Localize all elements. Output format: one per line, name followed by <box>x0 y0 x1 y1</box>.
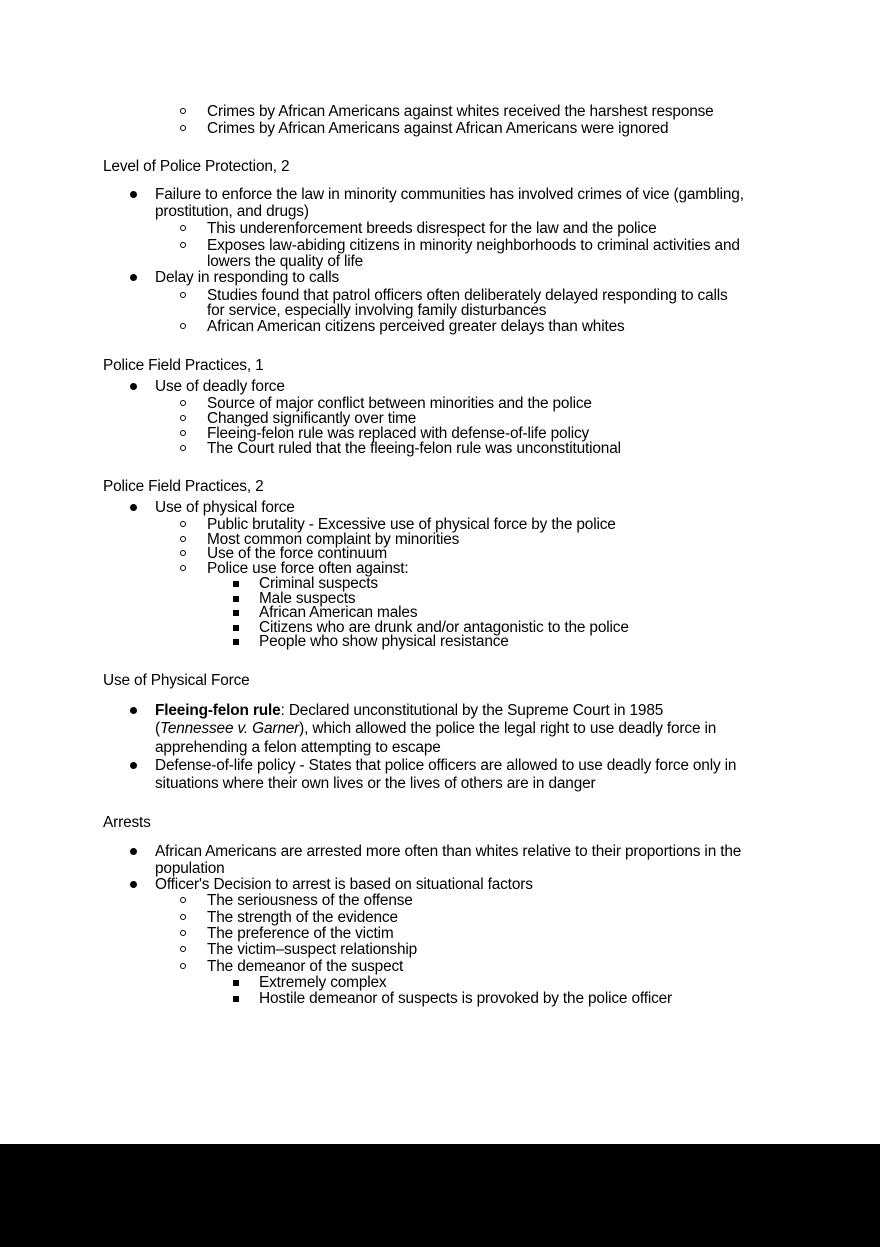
list-item-text <box>155 775 596 792</box>
list-item-text <box>155 860 225 877</box>
list-item-text <box>155 702 663 719</box>
list-item-text <box>155 499 295 516</box>
filled-circle-bullet-icon <box>130 707 137 714</box>
line-text: lowers the quality of life <box>207 253 364 270</box>
line-text: Criminal suspects <box>259 575 378 592</box>
line-text: Officer's Decision to arrest is based on situational factors <box>155 876 533 893</box>
line-text: Public brutality - Excessive use of physical force by the police <box>207 516 616 533</box>
square-bullet-icon <box>233 639 239 645</box>
line-text: Changed significantly over time <box>207 410 417 427</box>
section-heading <box>103 478 263 495</box>
list-item-text <box>155 757 736 774</box>
line-text: The preference of the victim <box>207 925 394 942</box>
hollow-circle-bullet-icon <box>180 242 186 248</box>
line-text: ), which allowed the police the legal right to use deadly force in <box>299 720 717 737</box>
line-text: : Declared unconstitutional by the Supreme Court in 1985 <box>280 702 664 719</box>
hollow-circle-bullet-icon <box>180 946 186 952</box>
list-item-text <box>207 220 657 237</box>
hollow-circle-bullet-icon <box>180 445 186 451</box>
square-bullet-icon <box>233 610 239 616</box>
line-text: Failure to enforce the law in minority communities has involved crimes of vice (gambling, <box>155 186 744 203</box>
line-text: Most common complaint by minorities <box>207 531 460 548</box>
line-text: African American males <box>259 604 418 621</box>
list-item-text <box>155 186 744 203</box>
line-text: The victim–suspect relationship <box>207 941 418 958</box>
square-bullet-icon <box>233 596 239 602</box>
hollow-circle-bullet-icon <box>180 125 186 131</box>
hollow-circle-bullet-icon <box>180 430 186 436</box>
line-text: Defense-of-life policy - States that police officers are allowed to use deadly force only in <box>155 757 737 774</box>
square-bullet-icon <box>233 980 239 986</box>
line-text: Source of major conflict between minorities and the police <box>207 395 592 412</box>
list-item-text <box>155 876 533 893</box>
hollow-circle-bullet-icon <box>180 292 186 298</box>
line-text: Extremely complex <box>259 974 387 991</box>
line-text: Use of physical force <box>155 499 295 516</box>
line-text: Use of Physical Force <box>103 672 250 689</box>
line-text: Arrests <box>103 814 151 831</box>
line-text: The demeanor of the suspect <box>207 958 404 975</box>
line-text: Use of the force continuum <box>207 545 388 562</box>
list-item-text <box>155 739 441 756</box>
bottom-black-bar <box>0 1144 880 1247</box>
hollow-circle-bullet-icon <box>180 415 186 421</box>
square-bullet-icon <box>233 581 239 587</box>
case-citation: Tennessee v. Garner <box>159 720 300 737</box>
list-item-text <box>207 892 413 909</box>
list-item-text <box>207 909 398 926</box>
filled-circle-bullet-icon <box>130 274 137 281</box>
line-text: Fleeing-felon rule was replaced with defense-of-life policy <box>207 425 590 442</box>
list-item-text <box>155 843 741 860</box>
line-text: Exposes law-abiding citizens in minority neighborhoods to criminal activities and <box>207 237 740 254</box>
list-item-text <box>259 633 509 650</box>
list-item-text <box>207 103 714 120</box>
hollow-circle-bullet-icon <box>180 400 186 406</box>
list-item-text <box>207 318 625 335</box>
list-item-text <box>155 203 309 220</box>
line-text: The Court ruled that the fleeing-felon rule was unconstitutional <box>207 440 621 457</box>
bold-term: Fleeing-felon rule <box>155 702 281 719</box>
list-item-text <box>155 269 339 286</box>
hollow-circle-bullet-icon <box>180 550 186 556</box>
section-heading <box>103 158 289 175</box>
section-heading <box>103 357 263 374</box>
hollow-circle-bullet-icon <box>180 225 186 231</box>
line-text: Police use force often against: <box>207 560 409 577</box>
filled-circle-bullet-icon <box>130 504 137 511</box>
line-text: The strength of the evidence <box>207 909 398 926</box>
line-text: situations where their own lives or the lives of others are in danger <box>155 775 596 792</box>
line-text: This underenforcement breeds disrespect for the law and the police <box>207 220 657 237</box>
line-text: Police Field Practices, 1 <box>103 357 264 374</box>
list-item-text <box>207 941 417 958</box>
line-text: Crimes by African Americans against African Americans were ignored <box>207 120 669 137</box>
line-text: African Americans are arrested more often than whites relative to their proportions in the <box>155 843 742 860</box>
section-heading <box>103 814 151 831</box>
hollow-circle-bullet-icon <box>180 914 186 920</box>
line-text: apprehending a felon attempting to escape <box>155 739 441 756</box>
list-item-text <box>207 302 546 319</box>
filled-circle-bullet-icon <box>130 881 137 888</box>
line-text: Crimes by African Americans against whites received the harshest response <box>207 103 714 120</box>
paren-open: ( <box>155 720 160 737</box>
hollow-circle-bullet-icon <box>180 565 186 571</box>
hollow-circle-bullet-icon <box>180 930 186 936</box>
line-text: prostitution, and drugs) <box>155 203 309 220</box>
line-text: Delay in responding to calls <box>155 269 340 286</box>
list-item-text <box>207 440 621 457</box>
hollow-circle-bullet-icon <box>180 521 186 527</box>
line-text: Hostile demeanor of suspects is provoked by the police officer <box>259 990 673 1007</box>
square-bullet-icon <box>233 625 239 631</box>
list-item-text <box>259 974 386 991</box>
line-text: for service, especially involving family disturbances <box>207 302 547 319</box>
line-text: Use of deadly force <box>155 378 285 395</box>
filled-circle-bullet-icon <box>130 762 137 769</box>
hollow-circle-bullet-icon <box>180 897 186 903</box>
hollow-circle-bullet-icon <box>180 108 186 114</box>
filled-circle-bullet-icon <box>130 191 137 198</box>
line-text: Studies found that patrol officers often deliberately delayed responding to calls <box>207 287 728 304</box>
list-item-text <box>207 958 403 975</box>
line-text: population <box>155 860 225 877</box>
square-bullet-icon <box>233 996 239 1002</box>
list-item-text <box>207 253 363 270</box>
line-text: People who show physical resistance <box>259 633 509 650</box>
list-item-text <box>207 237 740 254</box>
filled-circle-bullet-icon <box>130 848 137 855</box>
list-item-text <box>207 925 394 942</box>
line-text: African American citizens perceived greater delays than whites <box>207 318 625 335</box>
line-text: Male suspects <box>259 590 356 607</box>
line-text: Police Field Practices, 2 <box>103 478 264 495</box>
line-text: Level of Police Protection, 2 <box>103 158 290 175</box>
hollow-circle-bullet-icon <box>180 963 186 969</box>
list-item-text <box>259 990 672 1007</box>
line-text: Citizens who are drunk and/or antagonistic to the police <box>259 619 629 636</box>
hollow-circle-bullet-icon <box>180 536 186 542</box>
section-heading <box>103 672 250 689</box>
list-item-text <box>155 378 285 395</box>
hollow-circle-bullet-icon <box>180 323 186 329</box>
filled-circle-bullet-icon <box>130 383 137 390</box>
list-item-text <box>207 120 668 137</box>
list-item-text <box>155 720 716 737</box>
line-text: The seriousness of the offense <box>207 892 413 909</box>
